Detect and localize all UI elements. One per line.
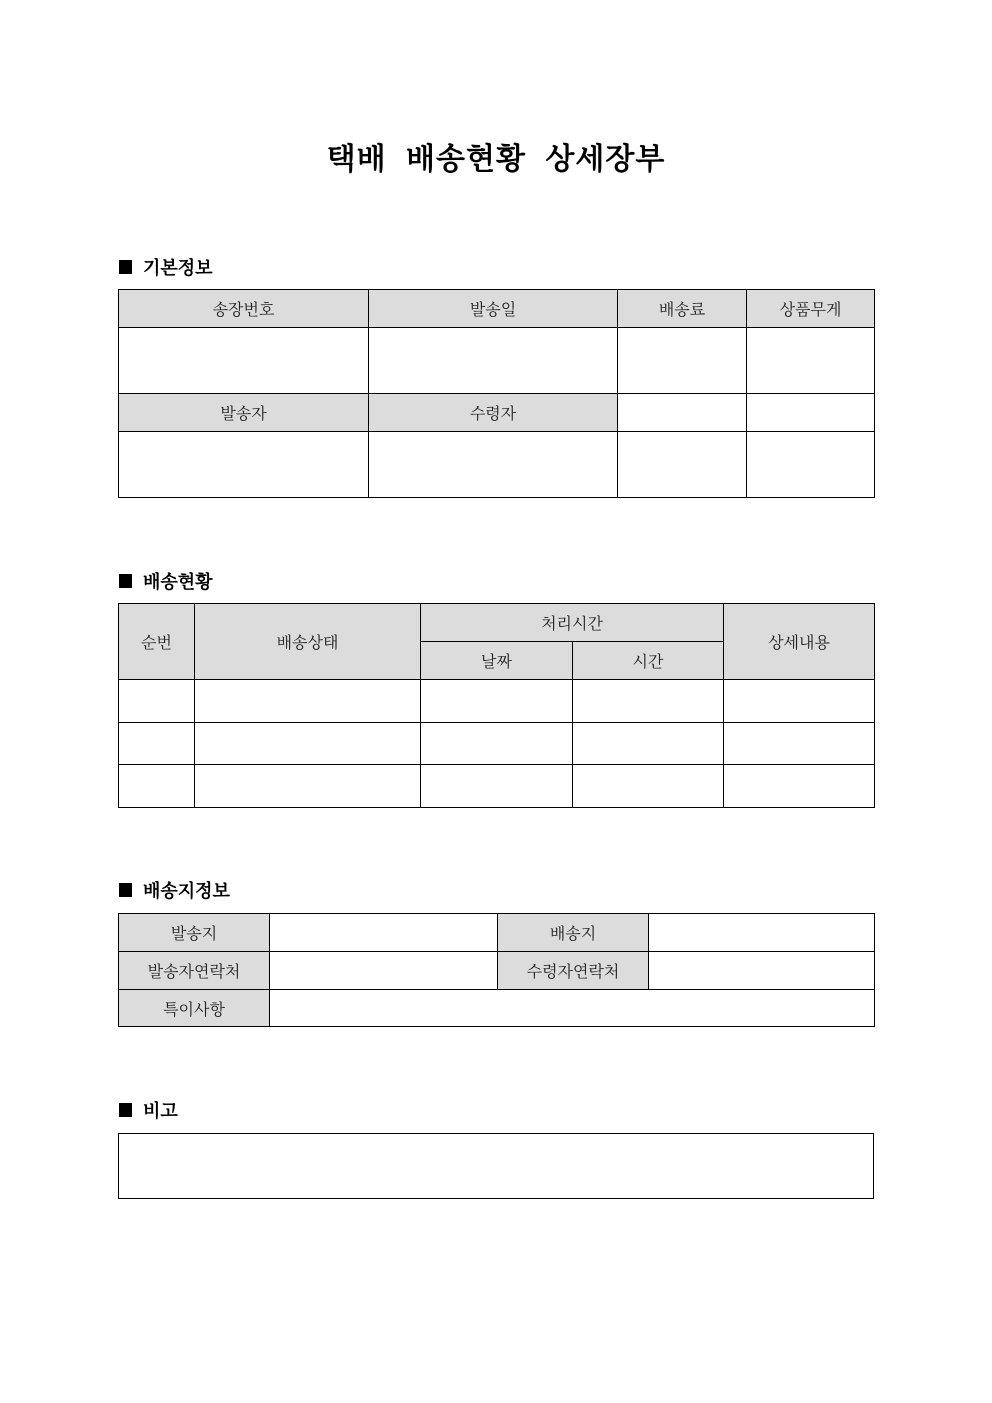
label-special-notes: 특이사항 [119,990,270,1027]
header-delivery-status: 배송상태 [195,604,421,680]
header-process-time: 처리시간 [421,604,724,642]
details-field[interactable] [724,765,875,808]
receiver-field[interactable] [369,432,618,498]
black-square-bullet-icon [119,883,132,897]
tracking-number-field[interactable] [119,328,369,394]
details-field[interactable] [724,723,875,765]
header-shipping-fee: 배송료 [618,290,747,328]
product-weight-field[interactable] [747,328,875,394]
label-sender-contact: 발송자연락처 [119,952,270,990]
status-field[interactable] [195,765,421,808]
destination-field[interactable] [649,914,875,952]
black-square-bullet-icon [119,260,132,274]
time-field[interactable] [573,723,724,765]
receiver-contact-field[interactable] [649,952,875,990]
seq-field[interactable] [119,765,195,808]
status-field[interactable] [195,680,421,723]
seq-field[interactable] [119,680,195,723]
status-field[interactable] [195,723,421,765]
section-heading-label: 기본정보 [143,258,213,279]
header-receiver: 수령자 [369,394,618,432]
section-heading-remarks [119,1097,178,1123]
label-origin: 발송지 [119,914,270,952]
header-date: 날짜 [421,642,573,680]
time-field[interactable] [573,680,724,723]
time-field[interactable] [573,765,724,808]
blank-cell[interactable] [747,432,875,498]
sender-contact-field[interactable] [270,952,498,990]
header-product-weight: 상품무게 [747,290,875,328]
sender-field[interactable] [119,432,369,498]
destination-info-table [118,913,875,1027]
details-field[interactable] [724,680,875,723]
section-heading-label: 배송지정보 [143,881,230,902]
ship-date-field[interactable] [369,328,618,394]
section-heading-label: 비고 [143,1101,178,1122]
section-heading-delivery-status [119,568,213,594]
black-square-bullet-icon [119,1103,132,1117]
header-time: 시간 [573,642,724,680]
origin-field[interactable] [270,914,498,952]
basic-info-table [118,289,875,498]
section-heading-label: 배송현황 [143,572,213,593]
table-row [119,680,875,723]
section-heading-basic-info [119,254,213,280]
blank-cell[interactable] [747,394,875,432]
header-ship-date: 발송일 [369,290,618,328]
label-destination: 배송지 [498,914,649,952]
date-field[interactable] [421,765,573,808]
table-row [119,765,875,808]
seq-field[interactable] [119,723,195,765]
special-notes-field[interactable] [270,990,875,1027]
label-receiver-contact: 수령자연락처 [498,952,649,990]
section-heading-destination-info [119,877,230,903]
blank-cell[interactable] [618,394,747,432]
remarks-field[interactable] [118,1133,874,1199]
date-field[interactable] [421,680,573,723]
black-square-bullet-icon [119,574,132,588]
header-tracking-number: 송장번호 [119,290,369,328]
header-sender: 발송자 [119,394,369,432]
header-details: 상세내용 [724,604,875,680]
shipping-fee-field[interactable] [618,328,747,394]
header-seq: 순번 [119,604,195,680]
date-field[interactable] [421,723,573,765]
document-title: 택배 배송현황 상세장부 [326,142,666,177]
table-row [119,723,875,765]
delivery-status-table [118,603,875,808]
blank-cell[interactable] [618,432,747,498]
